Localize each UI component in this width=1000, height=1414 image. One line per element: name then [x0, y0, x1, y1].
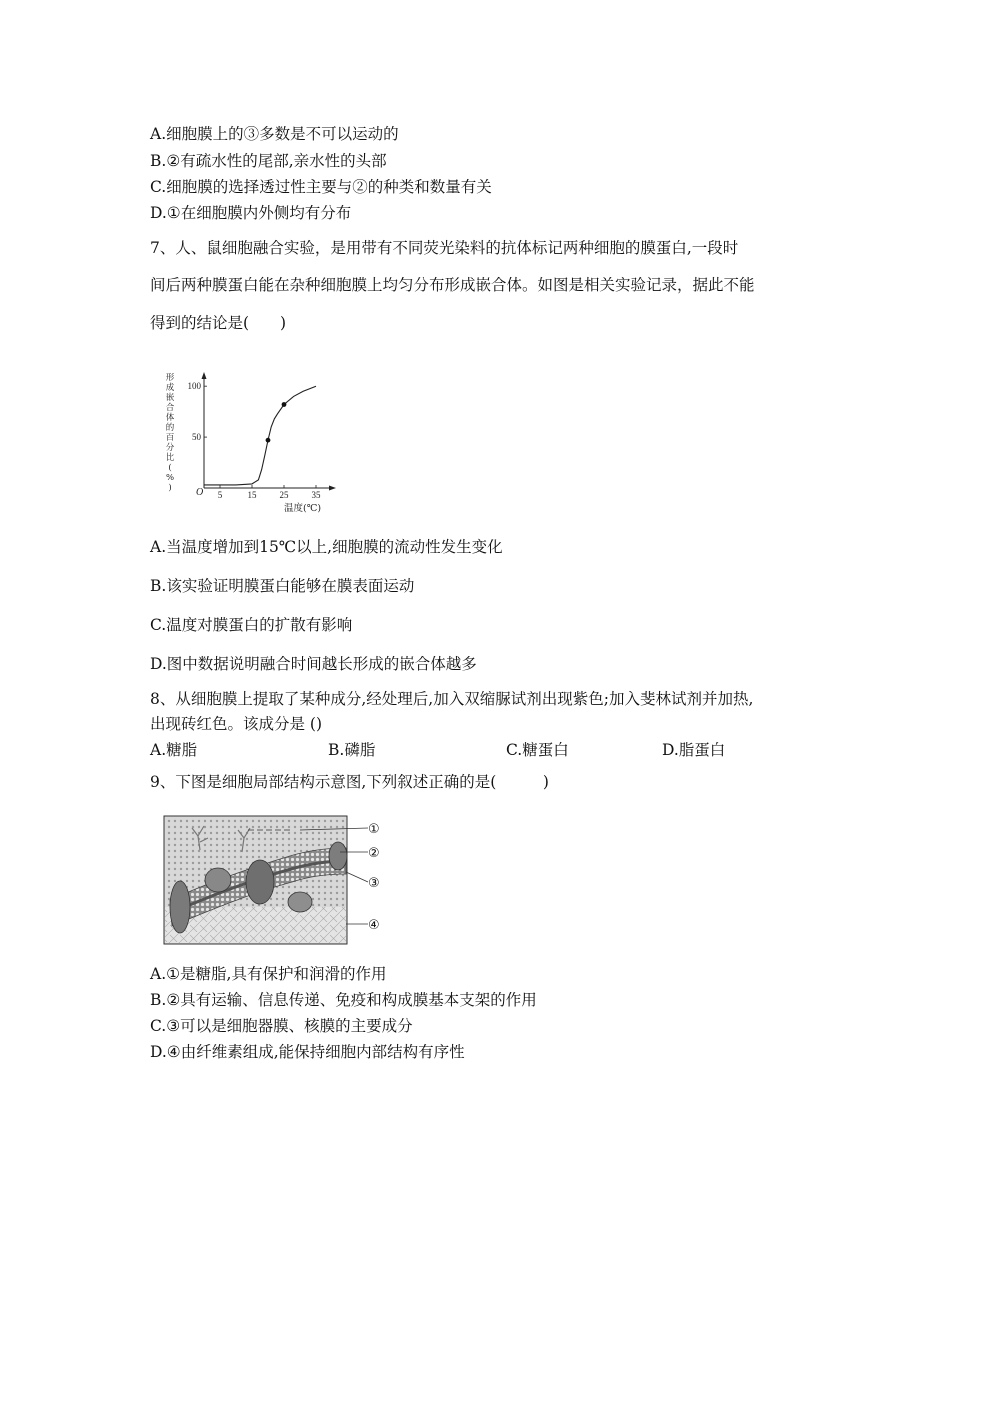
y-axis-label-char: 的: [165, 423, 175, 433]
y-axis-label-char: 形: [165, 373, 175, 383]
q8-stem-line-2: 出现砖红色。该成分是 (): [150, 715, 323, 733]
data-point: [282, 402, 287, 407]
fusion-curve-line: [204, 386, 316, 485]
figure-label-4: ④: [368, 918, 380, 933]
q6-option-c: C.细胞膜的选择透过性主要与②的种类和数量有关: [150, 178, 492, 196]
origin-label: O: [196, 487, 204, 498]
q7-option-c: C.温度对膜蛋白的扩散有影响: [150, 616, 353, 634]
y-tick-label: 50: [192, 432, 201, 443]
x-axis-arrow: [329, 486, 336, 491]
q9-option-a: A.①是糖脂,具有保护和润滑的作用: [150, 965, 387, 983]
q6-option-b: B.②有疏水性的尾部,亲水性的头部: [150, 152, 387, 170]
figure-label-2: ②: [368, 846, 380, 861]
q6-option-a: A.细胞膜上的③多数是不可以运动的: [150, 125, 399, 143]
q9-cell-membrane-figure: [160, 812, 395, 952]
x-axis-label: 温度(℃): [284, 503, 322, 514]
y-axis-arrow: [202, 372, 207, 379]
y-axis-label-char: 成: [165, 383, 175, 393]
q8-option-d: D.脂蛋白: [662, 741, 726, 759]
q9-option-b: B.②具有运输、信息传递、免疫和构成膜基本支架的作用: [150, 991, 537, 1009]
y-axis-label-char: ): [168, 483, 172, 493]
membrane-protein-icon: [205, 868, 231, 892]
y-tick-label: 100: [187, 381, 201, 392]
q9-option-c: C.③可以是细胞器膜、核膜的主要成分: [150, 1017, 413, 1035]
x-tick-label: 15: [247, 490, 257, 500]
y-axis-label-char: 合: [165, 403, 175, 413]
figure-label-3: ③: [368, 876, 380, 891]
q7-option-d: D.图中数据说明融合时间越长形成的嵌合体越多: [150, 655, 477, 673]
q7-option-b: B.该实验证明膜蛋白能够在膜表面运动: [150, 577, 415, 595]
q7-stem-line-3: 得到的结论是( ): [150, 314, 287, 332]
q8-option-c: C.糖蛋白: [506, 741, 569, 759]
y-axis-label-char: 嵌: [165, 393, 175, 403]
y-axis-label-char: 比: [165, 453, 175, 463]
figure-label-1: ①: [368, 822, 380, 837]
q7-option-a: A.当温度增加到15℃以上,细胞膜的流动性发生变化: [150, 538, 503, 556]
x-tick-label: 5: [217, 490, 223, 500]
y-axis-label-char: (: [168, 463, 172, 473]
y-axis-label-char: 分: [165, 443, 175, 453]
y-axis-label-char: 百: [165, 433, 175, 443]
data-point: [266, 438, 271, 443]
q7-stem-line-2: 间后两种膜蛋白能在杂种细胞膜上均匀分布形成嵌合体。如图是相关实验记录，据此不能: [150, 276, 755, 294]
membrane-protein-icon: [170, 881, 190, 933]
y-axis-label: [166, 373, 175, 493]
q8-stem-line-1: 8、从细胞膜上提取了某种成分,经处理后,加入双缩脲试剂出现紫色;加入斐林试剂并加热,: [150, 690, 754, 708]
q8-option-a: A.糖脂: [150, 741, 198, 759]
q8-option-b: B.磷脂: [328, 741, 376, 759]
membrane-protein-icon: [329, 842, 347, 870]
q7-stem-line-1: 7、人、鼠细胞融合实验，是用带有不同荧光染料的抗体标记两种细胞的膜蛋白,一段时: [150, 239, 739, 257]
y-axis-label-char: %: [165, 473, 175, 483]
q7-fusion-temperature-chart: [160, 364, 340, 514]
y-axis-label-char: 体: [165, 413, 175, 423]
x-tick-label: 35: [311, 490, 321, 500]
membrane-protein-icon: [288, 892, 312, 912]
x-tick-label: 25: [279, 490, 289, 500]
q9-option-d: D.④由纤维素组成,能保持细胞内部结构有序性: [150, 1043, 465, 1061]
membrane-protein-icon: [246, 860, 274, 904]
q9-stem: 9、下图是细胞局部结构示意图,下列叙述正确的是( ): [150, 773, 549, 791]
q6-option-d: D.①在细胞膜内外侧均有分布: [150, 204, 352, 222]
